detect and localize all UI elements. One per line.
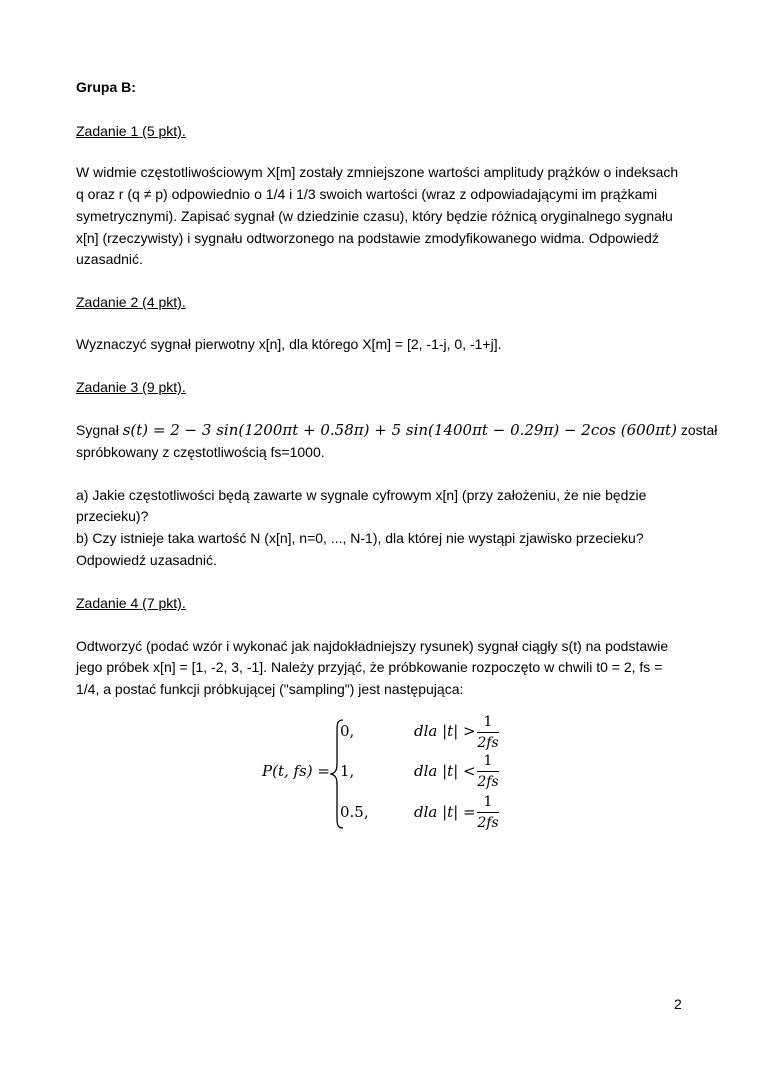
case-3-fraction <box>477 793 499 832</box>
task-1-line-5: uzasadnić. <box>76 251 143 267</box>
task-3-signal-prefix: Sygnał <box>76 422 123 438</box>
case-1-fraction <box>477 713 499 752</box>
task-1-line-1: W widmie częstotliwościowym X[m] zostały zmniejszone wartości amplitudy prążków o indeksach <box>76 164 679 180</box>
case-1-denominator: 2fs <box>477 735 499 751</box>
case-3-condition: dla |t| = <box>414 803 476 821</box>
task-2-heading: Zadanie 2 (4 pkt). <box>76 294 186 310</box>
task-1-line-2: q oraz r (q ≠ p) odpowiednio o 1/4 i 1/3 swoich wartości (wraz z odpowiadającymi im prążkami <box>76 186 658 202</box>
task-4-heading: Zadanie 4 (7 pkt). <box>76 595 186 611</box>
case-2-fraction <box>477 752 499 791</box>
page-number: 2 <box>674 996 682 1012</box>
case-3-value: 0.5, <box>340 803 369 821</box>
task-3-line-5: Odpowiedź uzasadnić. <box>76 552 217 568</box>
case-3-denominator: 2fs <box>477 815 499 831</box>
case-3-numerator: 1 <box>483 794 493 810</box>
case-2-denominator: 2fs <box>477 774 499 790</box>
task-1-line-3: symetrycznymi). Zapisać sygnał (w dziedzinie czasu), który będzie różnicą oryginalnego sygnału <box>76 208 673 224</box>
case-1-value: 0, <box>340 722 355 740</box>
case-1-numerator: 1 <box>483 714 493 730</box>
task-1-line-4: x[n] (rzeczywisty) i sygnału odtworzonego na podstawie zmodyfikowanego widma. Odpowiedź <box>76 230 659 246</box>
task-3-line-1: spróbkowany z częstotliwością fs=1000. <box>76 444 325 460</box>
group-title: Grupa B: <box>76 79 136 95</box>
task-4-line-2: jego próbek x[n] = [1, -2, 3, -1]. Należy przyjąć, że próbkowanie rozpoczęto w chwili t0 = 2, fs = <box>76 659 663 675</box>
task-2-line-1: Wyznaczyć sygnał pierwotny x[n], dla którego X[m] = [2, -1-j, 0, -1+j]. <box>76 336 502 352</box>
case-2-value: 1, <box>340 762 355 780</box>
task-3-line-2: a) Jakie częstotliwości będą zawarte w sygnale cyfrowym x[n] (przy założeniu, że nie będzie <box>76 487 647 503</box>
case-2-condition: dla |t| < <box>414 762 476 780</box>
case-2-numerator: 1 <box>483 753 493 769</box>
task-3-line-4: b) Czy istnieje taka wartość N (x[n], n=0, ..., N-1), dla której nie wystąpi zjawisko przecieku? <box>76 530 644 546</box>
task-3-signal-line <box>76 419 718 441</box>
task-4-line-1: Odtworzyć (podać wzór i wykonać jak najdokładniejszy rysunek) sygnał ciągły s(t) na podstawie <box>76 638 669 654</box>
piecewise-lhs: P(t, fs) = <box>262 762 330 780</box>
task-4-line-3: 1/4, a postać funkcji próbkującej ("sampling") jest następująca: <box>76 681 464 697</box>
case-1-condition: dla |t| > <box>414 722 476 740</box>
task-3-heading: Zadanie 3 (9 pkt). <box>76 379 186 395</box>
task-3-line-3: przecieku)? <box>76 508 149 524</box>
signal-formula: s(t) = 2 − 3 sin(1200πt + 0.58π) + 5 sin(1400πt − 0.29π) − 2cos (600πt) <box>122 421 677 439</box>
task-3-signal-suffix: został <box>676 422 718 438</box>
task-1-heading: Zadanie 1 (5 pkt). <box>76 123 186 139</box>
